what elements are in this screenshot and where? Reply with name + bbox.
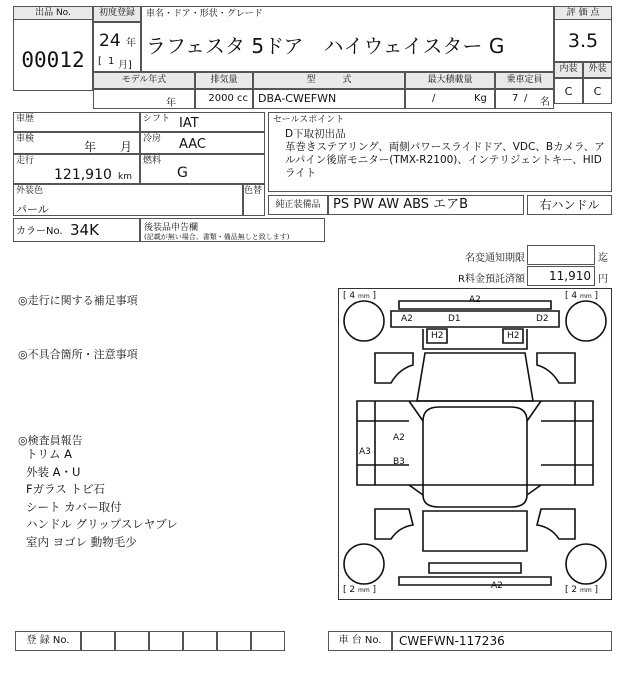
mark-left-door-b: B3 [393,457,405,467]
fuel-label: 燃料 [143,156,162,166]
capacity-unit: 名 [540,97,550,108]
reg-no-cell [81,631,115,651]
history-cell [13,112,140,132]
car-name: ラフェスタ 5ドア ハイウェイスター G [146,34,505,58]
rear-right-fender-icon [537,509,575,539]
inspector-item: 室内 ヨゴレ 動物毛少 [26,534,137,549]
capacity-cell [495,89,554,109]
max-load-slash: / [432,93,436,104]
chassis-number: CWEFWN-117236 [392,631,612,651]
model-year-label: モデル年式 [93,72,195,89]
lot-box [13,6,93,91]
color-no-cell [13,218,140,242]
inspection-month-unit: 月 [120,140,133,154]
mileage-label: 走行 [16,156,35,166]
inspector-item: シート カバー取付 [26,499,122,514]
inspection-label: 車検 [16,134,35,144]
mark-front-left-fender: A2 [401,314,413,324]
mark-headlight-left: H2 [431,331,444,341]
rear-bumper-icon [399,577,551,585]
shift-label: シフト [143,114,171,124]
color-change-label: 色替 [244,186,263,196]
reg-no-cell [183,631,217,651]
mark-front-right-fender: D2 [536,314,549,324]
mark-left-side: A3 [359,447,371,457]
displacement-label: 排気量 [195,72,253,89]
post-install-cell [140,218,325,242]
inspector-item: Fガラス トビ石 [26,482,105,496]
tire-rear-left-icon [344,544,384,584]
mileage-value: 121,910 [54,167,112,183]
inspector-list [26,446,178,551]
post-install-note: (記載が無い場合、書類・備品無しと致します) [144,233,290,241]
interior-label: 内装 [554,62,583,78]
lot-label: 出品 No. [14,7,92,20]
ac-label: 冷房 [143,134,162,144]
inspection-year-unit: 年 [84,140,97,154]
car-diagram-svg [339,289,611,599]
tire-label-front-right: [ 4 mm ] [565,291,599,301]
body-side-icon [357,401,593,485]
mark-front-bumper: A2 [469,295,481,305]
exterior-grade: C [583,78,612,104]
driving-notes-label: ◎走行に関する補足事項 [18,294,138,307]
sales-point-label: セールスポイント [273,115,345,125]
hood-icon [417,353,533,401]
car-name-label: 車名・ドア・形状・グレード [146,9,263,19]
name-change-value [527,245,595,265]
recycle-label: R料金預託済額 [458,274,525,285]
car-name-box [141,6,554,72]
max-load-cell [405,89,495,109]
inspector-item: 外装 A・U [26,464,81,479]
inspection-cell [13,132,140,154]
fuel-value: G [177,165,188,181]
tire-front-right-icon [566,301,606,341]
sales-point-text: D下取初出品 革巻きステアリング、両側パワースライドドア、VDC、Bカメラ、アルパイン後席モニター(TMX-R2100)、インテリジェントキー、HIDライト [285,128,605,179]
shift-value: IAT [179,116,199,131]
front-right-fender-icon [537,353,575,383]
sales-point-box [268,112,612,192]
name-change-unit: 迄 [598,253,608,264]
max-load-label: 最大積載量 [405,72,495,89]
inspector-label: ◎検査員報告 [18,434,83,447]
roof-icon [423,407,527,507]
color-no-label: カラーNo. [16,226,63,237]
front-left-fender-icon [375,353,413,383]
exterior-label: 外装 [583,62,612,78]
model-year-cell [93,89,195,109]
score-label: 評 価 点 [555,7,611,20]
inspector-item: トリム A [26,447,73,461]
type-label: 型 式 [253,72,405,89]
type-value: DBA-CWEFWN [253,89,405,109]
equipment-value: PS PW AW ABS エアB [328,195,524,215]
tire-label-rear-left: [ 2 mm ] [343,585,377,595]
interior-grade: C [554,78,583,104]
reg-year: 24 [99,31,121,51]
model-year-unit: 年 [166,98,176,109]
mark-rear-bumper: A2 [491,581,503,591]
car-diagram [338,288,612,600]
max-load-unit: Kg [474,93,487,104]
post-install-label: 後装品申告欄 [144,223,199,233]
score-value: 3.5 [567,30,599,52]
equipment-label: 純正装備品 [268,195,328,215]
first-reg-box [93,22,141,72]
mileage-cell [13,154,140,184]
name-change-label: 名変通知期限 [465,253,525,264]
exterior-color-value: パール [16,203,49,216]
mark-left-door-a: A2 [393,433,405,443]
reg-no-cell [251,631,285,651]
recycle-unit: 円 [598,274,608,285]
tire-label-rear-right: [ 2 mm ] [565,585,599,595]
mark-headlight-right: H2 [507,331,520,341]
ac-value: AAC [179,137,206,152]
displacement-value: 2000 cc [195,89,253,109]
reg-no-label: 登 録 No. [15,631,81,651]
reg-no-cell [115,631,149,651]
ac-cell [140,132,265,154]
reg-year-unit: 年 [126,38,136,49]
capacity-label: 乗車定員 [495,72,554,89]
reg-no-cell [217,631,251,651]
color-no-value: 34K [70,221,99,239]
capacity-slash: / [524,93,528,104]
reg-no-cell [149,631,183,651]
score-box [554,6,612,62]
recycle-amount: 11,910 [527,266,595,286]
reg-month-unit: 月] [118,60,132,71]
reg-month: 1 [108,56,115,67]
defects-label: ◎不具合箇所・注意事項 [18,348,138,361]
license-plate-icon [429,563,521,573]
capacity-value: 7 [512,93,519,104]
tire-label-front-left: [ 4 mm ] [343,291,377,301]
chassis-label: 車 台 No. [328,631,392,651]
exterior-color-label: 外装色 [16,186,44,196]
tire-rear-right-icon [566,544,606,584]
steering-value: 右ハンドル [527,195,612,215]
first-reg-label: 初度登録 [93,6,141,22]
fuel-cell [140,154,265,184]
reg-month-open: [ [98,56,102,67]
mark-hood: D1 [448,314,461,324]
rear-left-fender-icon [375,509,413,539]
lot-number: 00012 [21,48,85,72]
tire-front-left-icon [344,301,384,341]
shift-cell [140,112,265,132]
history-label: 車歴 [16,114,35,124]
exterior-color-cell [13,184,243,216]
inspector-item: ハンドル グリップスレヤブレ [26,517,178,531]
mileage-unit: km [118,172,132,182]
front-panel-icon [391,311,559,327]
color-change-cell [243,184,265,216]
rear-gate-icon [423,511,527,551]
